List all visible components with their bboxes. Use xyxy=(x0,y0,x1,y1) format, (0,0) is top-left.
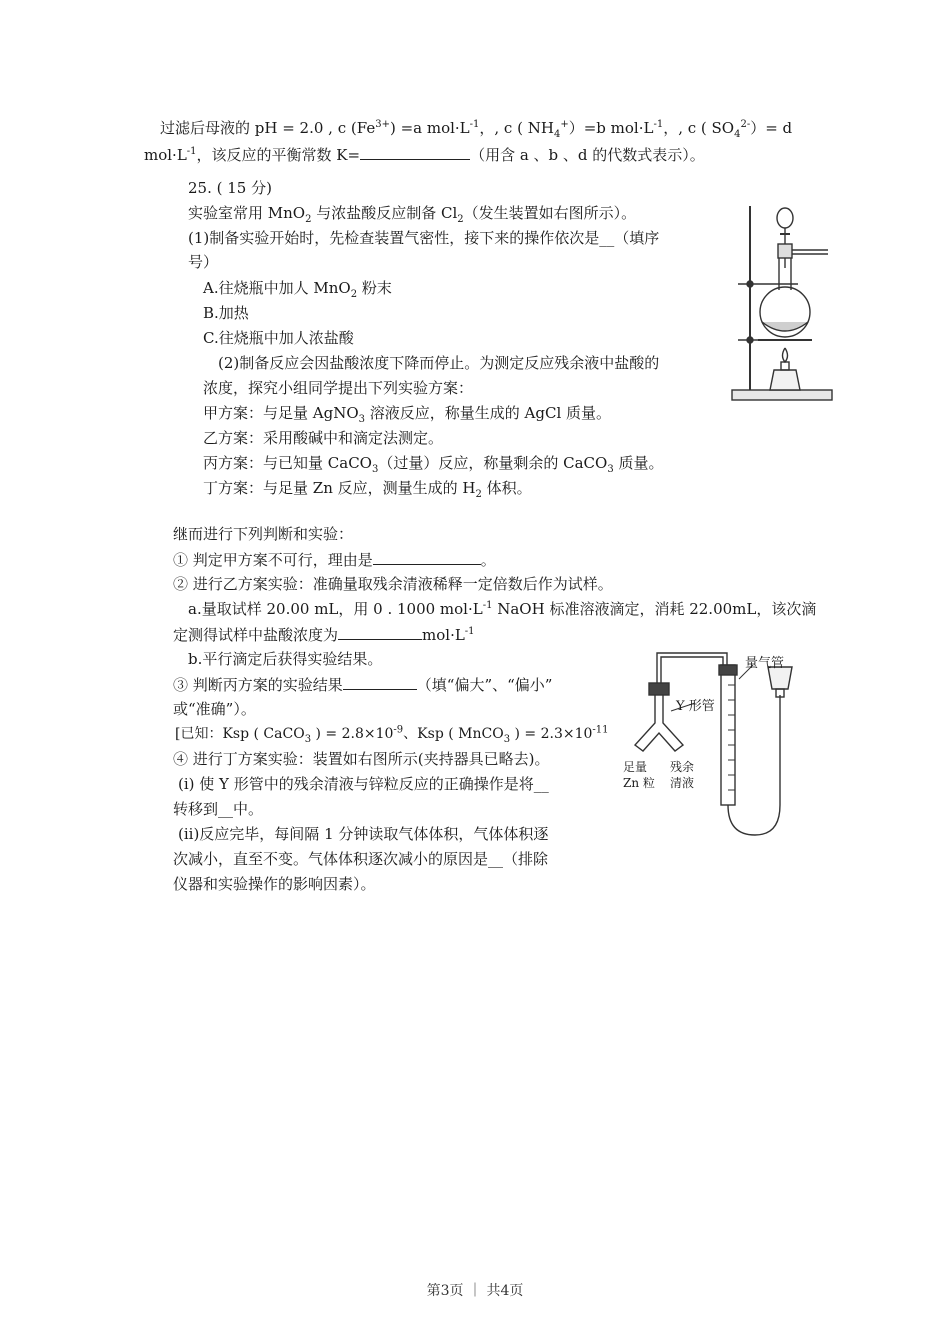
answer-blank-reason[interactable] xyxy=(373,549,481,565)
label-liquid-1: 残余 xyxy=(670,760,695,774)
step-1: ① 判定甲方案不可行，理由是 。 xyxy=(173,551,496,569)
label-liquid-2: 清液 xyxy=(670,776,695,790)
option-c: C.往烧瓶中加人浓盐酸 xyxy=(203,329,354,347)
step-3-line1: ③ 判断丙方案的实验结果 （填“偏大”、“偏小” xyxy=(173,676,553,694)
plan-ding: 丁方案：与足量 Zn 反应，测量生成的 $H_2$ 体积。 xyxy=(203,479,532,500)
q25-p1-line1: (1)制备实验开始时，先检查装置气密性，接下来的操作依次是__（填序 xyxy=(188,229,660,247)
step-2: ② 进行乙方案实验：准确量取残余清液稀释一定倍数后作为试样。 xyxy=(173,575,613,593)
label-zn-2: Zn 粒 xyxy=(623,776,655,790)
step-4ii-line2: 次减小，直至不变。气体体积逐次减小的原因是__（排除 xyxy=(173,850,549,868)
label-zn-1: 足量 xyxy=(623,760,648,774)
plan-jia: 甲方案：与足量 AgNO$_3$ 溶液反应，称量生成的 AgCl 质量。 xyxy=(203,404,612,425)
answer-blank-result[interactable] xyxy=(343,674,417,690)
step-4i-line2: 转移到__中。 xyxy=(173,800,264,818)
top-line-1: 过滤后母液的 pH = 2.0 , c $(Fe^{3+}) =a$ $mol\cdot L^{-1}$，, c ( $NH_4^+)=b$ $mol\cdot L^{-1}$，, c ( $SO_4^{2-})= d$ xyxy=(160,119,793,140)
q25-p2-line2: 浓度，探究小组同学提出下列实验方案： xyxy=(203,379,474,397)
plan-yi: 乙方案：采用酸碱中和滴定法测定。 xyxy=(203,429,444,447)
chlorine-generator-figure xyxy=(728,198,838,408)
step-2b: b.平行滴定后获得实验结果。 xyxy=(188,650,383,668)
page-footer: 第3页 ｜ 共4页 xyxy=(426,1283,524,1299)
step-4i-line1: (i) 使 Y 形管中的残余清液与锌粒反应的正确操作是将__ xyxy=(178,775,549,793)
answer-blank-concentration[interactable] xyxy=(338,624,422,640)
option-a: A.往烧瓶中加人 MnO$_2$ 粉末 xyxy=(203,279,392,300)
known-ksp: [已知：Ksp ( CaCO$_3$ ) = $2.8\times 10^{-9}$、Ksp ( MnCO$_3$ ) = $2.3\times 10^{-11}$ xyxy=(175,724,609,745)
answer-blank-k[interactable] xyxy=(360,144,470,160)
step-2a-line1: a.量取试样 20.00 mL，用 0 . 1000 $mol\cdot L^{-1}$ NaOH 标准溶液滴定，消耗 22.00mL，该次滴 xyxy=(188,600,817,618)
plan-bing: 丙方案：与已知量 CaCO$_3$（过量）反应，称量剩余的 CaCO$_3$ 质量。 xyxy=(203,454,664,475)
then-text: 继而进行下列判断和实验： xyxy=(173,525,354,543)
step-3-line2: 或“准确”）。 xyxy=(173,700,256,718)
option-b: B.加热 xyxy=(203,304,249,322)
q25-p2-line1: (2)制备反应会因盐酸浓度下降而停止。为测定反应残余液中盐酸的 xyxy=(218,354,660,372)
step-4ii-line3: 仪器和实验操作的影响因素）。 xyxy=(173,875,376,893)
label-gas-tube: 量气管 xyxy=(745,656,785,671)
label-y-tube: Y 形管 xyxy=(676,699,715,714)
q25-intro: 实验室常用 MnO$_2$ 与浓盐酸反应制备 $Cl_2$（发生装置如右图所示）。 xyxy=(188,204,637,225)
step-4: ④ 进行丁方案实验：装置如右图所示(夹持器具已略去)。 xyxy=(173,750,550,768)
y-tube-gas-burette-figure xyxy=(605,645,825,845)
q25-header: 25. ( 15 分) xyxy=(188,179,272,197)
step-2a-line2: 定测得试样中盐酸浓度为 $mol\cdot L^{-1}$ xyxy=(173,626,475,644)
q25-p1-line2: 号） xyxy=(188,253,219,271)
top-line-2: $mol\cdot L^{-1}$，该反应的平衡常数 K= （用含 a 、b 、d 的代数式表示）。 xyxy=(144,146,705,164)
step-4ii-line1: (ii)反应完毕，每间隔 1 分钟读取气体体积，气体体积逐 xyxy=(178,825,549,843)
